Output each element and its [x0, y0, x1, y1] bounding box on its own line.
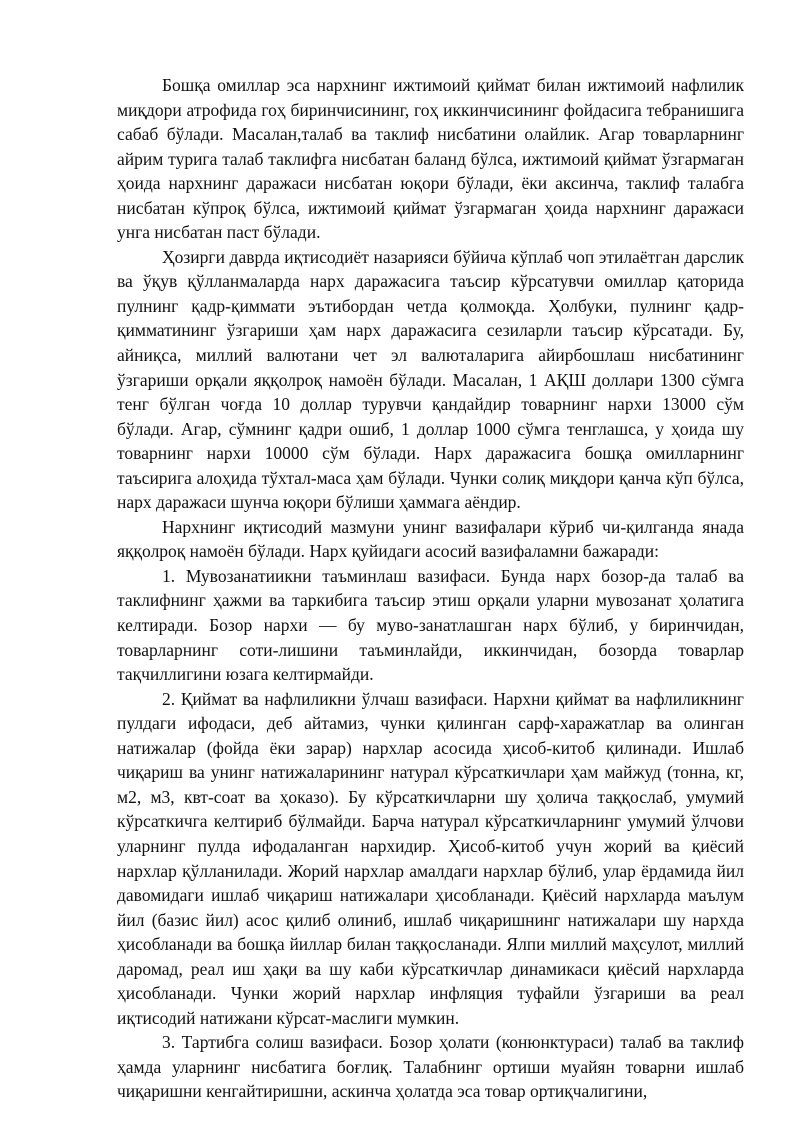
paragraph-function-regulation: 3. Тартибга солиш вазифаси. Бозор ҳолати (конюнктураси) талаб ва таклиф ҳамда уларнинг нисбатига боғлиқ. Талабнинг ортиши муайян товарни ишлаб чиқаришни кенгайтиришни, аскинча ҳолатда эса товар ортиқчалигини, [117, 1032, 744, 1102]
paragraph-price-functions-intro: Нархнинг иқтисодий мазмуни унинг вазифалари кўриб чи-қилганда янада яққолроқ намоён бўлади. Нарх қуйидаги асосий вазифаламни бажаради: [117, 516, 744, 562]
paragraph-market-factors: Бошқа омиллар эса нархнинг ижтимоий қиймат билан ижтимоий нафлилик миқдори атрофида гоҳ биринчисининг, гоҳ иккинчисининг фойдасига тебранишига сабаб бўлади. Масалан,талаб ва таклиф нисбатини олайлик. Агар товарларнинг айрим турига талаб таклифга нисбатан баланд бўлса, ижтимоий қиймат ўзгармаган ҳоида нархнинг даражаси нисбатан юқори бўлади, ёки аксинча, таклиф талабга нисбатан кўпроқ бўлса, ижтимоий қиймат ўзгармаган ҳоида нархнинг даражаси унга нисбатан паст бўлади. [117, 75, 744, 243]
document-page [117, 73, 744, 1104]
paragraph-function-measurement: 2. Қиймат ва нафлиликни ўлчаш вазифаси. Нархни қиймат ва нафлиликнинг пулдаги ифодаси, деб айтамиз, чунки қилинган сарф-харажатлар ва олинган натижалар (фойда ёки зарар) нархлар асосида ҳисоб-китоб қилинади. Ишлаб чиқариш ва унинг натижаларининг натурал кўрсаткичлари ҳам майжуд (тонна, кг, м2, м3, квт-соат ва ҳоказо). Бу кўрсаткичларни шу ҳолича таққослаб, умумий кўрсаткичга келтириб бўлмайди. Барча натурал кўрсаткичларнинг умумий ўлчови уларнинг пулда ифодаланган нархидир. Ҳисоб-китоб учун жорий ва қиёсий нархлар қўлланилади. Жорий нархлар амалдаги нархлар бўлиб, улар ёрдамида йил давомидаги ишлаб чиқариш натижалари ҳисобланади. Қиёсий нархларда маълум йил (базис йил) асос қилиб олиниб, ишлаб чиқаришнинг натижалари шу нархда ҳисобланади ва бошқа йиллар билан таққосланади. Ялпи миллий маҳсулот, миллий даромад, реал иш ҳақи ва шу каби кўрсаткичлар динамикаси қиёсий нархларда ҳисобланади. Чунки жорий нархлар инфляция туфайли ўзгариши ва реал иқтисодий натижани кўрсат-маслиги мумкин. [117, 688, 744, 1028]
paragraph-money-value: Ҳозирги даврда иқтисодиёт назарияси бўйича кўплаб чоп этилаётган дарслик ва ўқув қўлланмаларда нарх даражасига таъсир кўрсатувчи омиллар қаторида пулнинг қадр-қиммати эътибордан четда қолмоқда. Ҳолбуки, пулнинг қадр-қимматининг ўзгариши ҳам нарх даражасига сезиларли таъсир кўрсатади. Бу, айниқса, миллий валютани чет эл валюталарига айирбошлаш нисбатининг ўзгариши орқали яққолроқ намоён бўлади. Масалан, 1 АҚШ доллари 1300 сўмга тенг бўлган чоғда 10 доллар турувчи қандайдир товарнинг нархи 13000 сўм бўлади. Агар, сўмнинг қадри ошиб, 1 доллар 1000 сўмга тенглашса, у ҳоида шу товарнинг нархи 10000 сўм бўлади. Нарх даражасига бошқа омилларнинг таъсирига алоҳида тўхтал-маса ҳам бўлади. Чунки солиқ миқдори қанча кўп бўлса, нарх даражаси шунча юқори бўлиши ҳаммага аёндир. [117, 246, 744, 513]
paragraph-function-equilibrium: 1. Мувозанатиикни таъминлаш вазифаси. Бунда нарх бозор-да талаб ва таклифнинг ҳажми ва таркибига таъсир этиш орқали уларни мувозанат ҳолатига келтиради. Бозор нархи — бу муво-занатлашган нарх бўлиб, у биринчидан, товарларнинг соти-лишини таъминлайди, иккинчидан, бозорда товарлар тақчиллигини юзага келтирмайди. [117, 565, 744, 685]
